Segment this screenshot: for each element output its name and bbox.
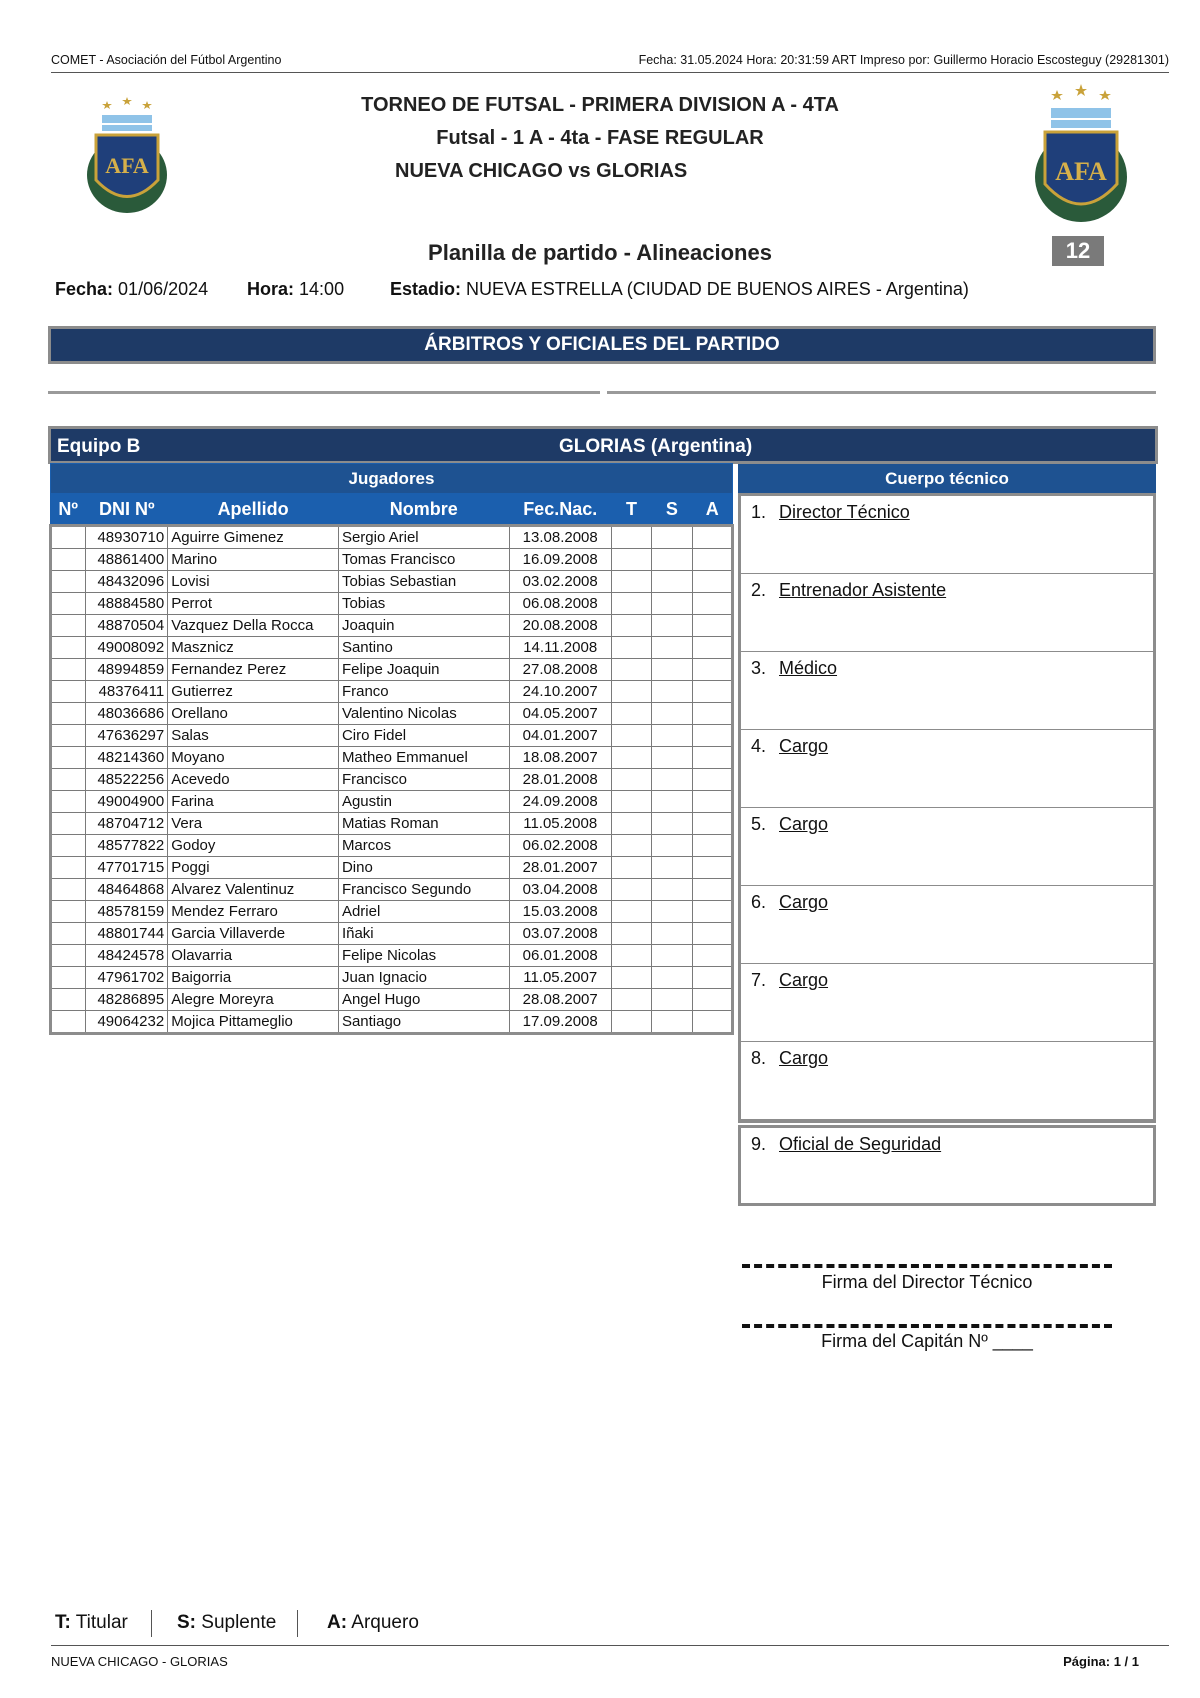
svg-text:AFA: AFA <box>1055 157 1107 186</box>
cell-t <box>611 989 651 1011</box>
cell-dni: 48424578 <box>86 945 168 967</box>
cell-dni: 48704712 <box>86 813 168 835</box>
security-num: 9. <box>751 1134 767 1154</box>
cell-a <box>692 1011 732 1034</box>
staff-item <box>741 574 1153 652</box>
players-group-header: Jugadores <box>51 464 733 494</box>
staff-item <box>741 964 1153 1042</box>
cell-num <box>51 989 86 1011</box>
tournament-title: TORNEO DE FUTSAL - PRIMERA DIVISION A - 4TA <box>361 94 839 116</box>
cell-num <box>51 857 86 879</box>
staff-item-role: Cargo <box>779 970 829 990</box>
cell-fecnac: 24.10.2007 <box>509 681 611 703</box>
cell-num <box>51 549 86 571</box>
cell-dni: 48376411 <box>86 681 168 703</box>
staff-item-role: Cargo <box>779 1048 829 1068</box>
cell-num <box>51 923 86 945</box>
cell-a <box>692 769 732 791</box>
cell-t <box>611 879 651 901</box>
cell-fecnac: 18.08.2007 <box>509 747 611 769</box>
table-row <box>51 571 733 593</box>
cell-nombre: Francisco Segundo <box>338 879 509 901</box>
players-body <box>51 526 733 1034</box>
cell-a <box>692 659 732 681</box>
cell-num <box>51 615 86 637</box>
table-row <box>51 879 733 901</box>
cell-fecnac: 17.09.2008 <box>509 1011 611 1034</box>
cell-a <box>692 747 732 769</box>
cell-a <box>692 681 732 703</box>
players-table <box>49 463 734 1035</box>
cell-nombre: Felipe Joaquin <box>338 659 509 681</box>
cell-nombre: Ciro Fidel <box>338 725 509 747</box>
table-row <box>51 769 733 791</box>
cell-s <box>652 791 692 813</box>
table-row <box>51 637 733 659</box>
staff-item <box>741 1042 1153 1120</box>
cell-fecnac: 14.11.2008 <box>509 637 611 659</box>
cell-nombre: Tomas Francisco <box>338 549 509 571</box>
cell-t <box>611 615 651 637</box>
cell-t <box>611 923 651 945</box>
cell-dni: 47961702 <box>86 967 168 989</box>
col-s: S <box>652 494 692 526</box>
cell-nombre: Adriel <box>338 901 509 923</box>
table-row <box>51 791 733 813</box>
cell-fecnac: 13.08.2008 <box>509 526 611 549</box>
org-name: COMET - Asociación del Fútbol Argentino <box>51 53 282 67</box>
cell-a <box>692 923 732 945</box>
cell-s <box>652 813 692 835</box>
match-date: Fecha: 01/06/2024 <box>55 279 209 299</box>
cell-s <box>652 637 692 659</box>
table-row <box>51 681 733 703</box>
cell-dni: 48884580 <box>86 593 168 615</box>
cell-a <box>692 791 732 813</box>
col-a: A <box>692 494 732 526</box>
cell-t <box>611 1011 651 1034</box>
cell-fecnac: 04.01.2007 <box>509 725 611 747</box>
cell-apellido: Moyano <box>168 747 339 769</box>
cell-nombre: Angel Hugo <box>338 989 509 1011</box>
divider-left <box>48 391 600 394</box>
cell-dni: 48036686 <box>86 703 168 725</box>
cell-num <box>51 791 86 813</box>
cell-s <box>652 1011 692 1034</box>
table-row <box>51 835 733 857</box>
cell-nombre: Matheo Emmanuel <box>338 747 509 769</box>
print-info: Fecha: 31.05.2024 Hora: 20:31:59 ART Impreso por: Guillermo Horacio Escosteguy (29281301) <box>638 53 1169 67</box>
cell-dni: 47701715 <box>86 857 168 879</box>
cell-fecnac: 06.02.2008 <box>509 835 611 857</box>
table-row <box>51 526 733 549</box>
staff-item <box>741 730 1153 808</box>
cell-fecnac: 20.08.2008 <box>509 615 611 637</box>
director-signature-label: Firma del Director Técnico <box>821 1272 1033 1292</box>
cell-num <box>51 879 86 901</box>
cell-dni: 48286895 <box>86 989 168 1011</box>
cell-dni: 49064232 <box>86 1011 168 1034</box>
staff-item-num: 6. <box>751 892 767 912</box>
staff-item-role: Cargo <box>779 892 829 912</box>
cell-t <box>611 703 651 725</box>
cell-a <box>692 549 732 571</box>
cell-t <box>611 769 651 791</box>
staff-item-num: 8. <box>751 1048 767 1068</box>
cell-apellido: Masznicz <box>168 637 339 659</box>
cell-apellido: Lovisi <box>168 571 339 593</box>
cell-nombre: Matias Roman <box>338 813 509 835</box>
staff-item-role: Cargo <box>779 736 829 756</box>
cell-t <box>611 526 651 549</box>
cell-nombre: Juan Ignacio <box>338 967 509 989</box>
cell-a <box>692 637 732 659</box>
svg-text:AFA: AFA <box>105 153 149 178</box>
cell-apellido: Orellano <box>168 703 339 725</box>
cell-s <box>652 593 692 615</box>
table-row <box>51 703 733 725</box>
cell-apellido: Poggi <box>168 857 339 879</box>
cell-apellido: Godoy <box>168 835 339 857</box>
cell-nombre: Tobias <box>338 593 509 615</box>
cell-apellido: Alvarez Valentinuz <box>168 879 339 901</box>
cell-dni: 48801744 <box>86 923 168 945</box>
cell-num <box>51 1011 86 1034</box>
cell-dni: 48464868 <box>86 879 168 901</box>
cell-t <box>611 725 651 747</box>
cell-fecnac: 11.05.2007 <box>509 967 611 989</box>
cell-num <box>51 681 86 703</box>
cell-dni: 48994859 <box>86 659 168 681</box>
cell-t <box>611 813 651 835</box>
cell-s <box>652 857 692 879</box>
staff-header: Cuerpo técnico <box>738 464 1156 493</box>
cell-num <box>51 769 86 791</box>
legend-titular: T: Titular <box>55 1612 128 1633</box>
cell-fecnac: 16.09.2008 <box>509 549 611 571</box>
cell-apellido: Salas <box>168 725 339 747</box>
cell-nombre: Joaquin <box>338 615 509 637</box>
cell-t <box>611 835 651 857</box>
captain-signature-line <box>742 1322 1112 1328</box>
director-signature-line <box>742 1262 1112 1268</box>
cell-s <box>652 989 692 1011</box>
cell-dni: 48578159 <box>86 901 168 923</box>
cell-a <box>692 967 732 989</box>
cell-a <box>692 593 732 615</box>
legend-arquero: A: Arquero <box>327 1612 419 1633</box>
table-row <box>51 593 733 615</box>
cell-a <box>692 571 732 593</box>
competition-title: Futsal - 1 A - 4ta - FASE REGULAR <box>436 127 764 149</box>
table-row <box>51 967 733 989</box>
cell-s <box>652 549 692 571</box>
cell-nombre: Franco <box>338 681 509 703</box>
cell-apellido: Vera <box>168 813 339 835</box>
cell-fecnac: 28.01.2008 <box>509 769 611 791</box>
staff-item-role: Médico <box>779 658 838 678</box>
cell-num <box>51 659 86 681</box>
cell-s <box>652 879 692 901</box>
cell-apellido: Alegre Moreyra <box>168 989 339 1011</box>
legend-suplente: S: Suplente <box>177 1612 277 1633</box>
cell-t <box>611 593 651 615</box>
cell-s <box>652 835 692 857</box>
table-row <box>51 901 733 923</box>
cell-apellido: Farina <box>168 791 339 813</box>
cell-s <box>652 923 692 945</box>
cell-t <box>611 791 651 813</box>
sheet-subtitle: Planilla de partido - Alineaciones <box>428 240 772 265</box>
table-row <box>51 659 733 681</box>
footer-page: Página: 1 / 1 <box>1063 1654 1139 1669</box>
col-apellido: Apellido <box>168 494 339 526</box>
cell-apellido: Olavarria <box>168 945 339 967</box>
cell-a <box>692 945 732 967</box>
cell-num <box>51 967 86 989</box>
cell-s <box>652 945 692 967</box>
cell-fecnac: 06.08.2008 <box>509 593 611 615</box>
staff-item-num: 4. <box>751 736 767 756</box>
cell-apellido: Vazquez Della Rocca <box>168 615 339 637</box>
cell-num <box>51 945 86 967</box>
cell-num <box>51 813 86 835</box>
table-row <box>51 725 733 747</box>
staff-item-role: Entrenador Asistente <box>779 580 947 600</box>
cell-t <box>611 747 651 769</box>
cell-dni: 48930710 <box>86 526 168 549</box>
print-header <box>51 50 1169 73</box>
cell-fecnac: 04.05.2007 <box>509 703 611 725</box>
cell-s <box>652 526 692 549</box>
cell-t <box>611 659 651 681</box>
col-dni: DNI Nº <box>86 494 168 526</box>
cell-a <box>692 879 732 901</box>
cell-dni: 48214360 <box>86 747 168 769</box>
cell-a <box>692 813 732 835</box>
cell-apellido: Baigorria <box>168 967 339 989</box>
match-number-badge: 12 <box>1052 236 1104 266</box>
cell-num <box>51 747 86 769</box>
table-row <box>51 813 733 835</box>
cell-apellido: Garcia Villaverde <box>168 923 339 945</box>
cell-fecnac: 28.08.2007 <box>509 989 611 1011</box>
cell-nombre: Sergio Ariel <box>338 526 509 549</box>
staff-item-num: 7. <box>751 970 767 990</box>
staff-item-num: 1. <box>751 502 767 522</box>
col-nombre: Nombre <box>338 494 509 526</box>
cell-nombre: Valentino Nicolas <box>338 703 509 725</box>
table-row <box>51 989 733 1011</box>
legend-separator <box>297 1610 298 1637</box>
cell-dni: 47636297 <box>86 725 168 747</box>
cell-s <box>652 901 692 923</box>
cell-s <box>652 681 692 703</box>
cell-nombre: Dino <box>338 857 509 879</box>
table-row <box>51 615 733 637</box>
divider-right <box>607 391 1156 394</box>
cell-a <box>692 857 732 879</box>
cell-fecnac: 06.01.2008 <box>509 945 611 967</box>
cell-fecnac: 28.01.2007 <box>509 857 611 879</box>
cell-dni: 48861400 <box>86 549 168 571</box>
cell-t <box>611 967 651 989</box>
team-label: Equipo B <box>57 436 141 457</box>
cell-apellido: Gutierrez <box>168 681 339 703</box>
cell-t <box>611 549 651 571</box>
footer-match: NUEVA CHICAGO - GLORIAS <box>51 1654 228 1669</box>
cell-a <box>692 989 732 1011</box>
staff-security <box>738 1125 1156 1206</box>
cell-nombre: Santiago <box>338 1011 509 1034</box>
cell-fecnac: 27.08.2008 <box>509 659 611 681</box>
cell-dni: 48522256 <box>86 769 168 791</box>
staff-item-num: 3. <box>751 658 767 678</box>
cell-t <box>611 681 651 703</box>
cell-nombre: Tobias Sebastian <box>338 571 509 593</box>
cell-a <box>692 901 732 923</box>
cell-s <box>652 703 692 725</box>
cell-t <box>611 945 651 967</box>
cell-s <box>652 659 692 681</box>
cell-nombre: Iñaki <box>338 923 509 945</box>
cell-dni: 49004900 <box>86 791 168 813</box>
table-row <box>51 747 733 769</box>
cell-t <box>611 901 651 923</box>
cell-nombre: Agustin <box>338 791 509 813</box>
cell-s <box>652 747 692 769</box>
cell-num <box>51 703 86 725</box>
cell-fecnac: 15.03.2008 <box>509 901 611 923</box>
cell-t <box>611 857 651 879</box>
cell-fecnac: 03.07.2008 <box>509 923 611 945</box>
cell-nombre: Marcos <box>338 835 509 857</box>
cell-fecnac: 03.02.2008 <box>509 571 611 593</box>
team-name: GLORIAS (Argentina) <box>559 436 753 457</box>
cell-apellido: Acevedo <box>168 769 339 791</box>
cell-a <box>692 526 732 549</box>
table-row <box>51 857 733 879</box>
cell-nombre: Felipe Nicolas <box>338 945 509 967</box>
cell-apellido: Perrot <box>168 593 339 615</box>
cell-num <box>51 593 86 615</box>
cell-apellido: Mendez Ferraro <box>168 901 339 923</box>
col-t: T <box>611 494 651 526</box>
match-time: Hora: 14:00 <box>247 279 345 299</box>
match-title: NUEVA CHICAGO vs GLORIAS <box>395 160 688 182</box>
cell-fecnac: 03.04.2008 <box>509 879 611 901</box>
cell-num <box>51 725 86 747</box>
page-footer <box>51 1645 1169 1669</box>
staff-item-role: Cargo <box>779 814 829 834</box>
cell-a <box>692 615 732 637</box>
cell-s <box>652 967 692 989</box>
cell-apellido: Fernandez Perez <box>168 659 339 681</box>
cell-apellido: Mojica Pittameglio <box>168 1011 339 1034</box>
cell-num <box>51 637 86 659</box>
table-row <box>51 945 733 967</box>
table-row <box>51 923 733 945</box>
table-row <box>51 1011 733 1034</box>
staff-item-num: 2. <box>751 580 767 600</box>
cell-dni: 48577822 <box>86 835 168 857</box>
cell-nombre: Francisco <box>338 769 509 791</box>
cell-s <box>652 571 692 593</box>
security-role: Oficial de Seguridad <box>779 1134 942 1154</box>
officials-bar: ÁRBITROS Y OFICIALES DEL PARTIDO <box>48 326 1156 364</box>
cell-t <box>611 637 651 659</box>
staff-item <box>741 652 1153 730</box>
cell-num <box>51 526 86 549</box>
col-num: Nº <box>51 494 86 526</box>
cell-s <box>652 725 692 747</box>
cell-apellido: Marino <box>168 549 339 571</box>
cell-dni: 49008092 <box>86 637 168 659</box>
cell-fecnac: 24.09.2008 <box>509 791 611 813</box>
staff-item <box>741 886 1153 964</box>
cell-t <box>611 571 651 593</box>
match-stadium: Estadio: NUEVA ESTRELLA (CIUDAD DE BUENOS AIRES - Argentina) <box>390 279 969 299</box>
cell-num <box>51 571 86 593</box>
cell-a <box>692 725 732 747</box>
cell-a <box>692 703 732 725</box>
staff-item-num: 5. <box>751 814 767 834</box>
cell-s <box>652 769 692 791</box>
staff-item-role: Director Técnico <box>779 502 910 522</box>
staff-item <box>741 496 1153 574</box>
cell-s <box>652 615 692 637</box>
cell-dni: 48870504 <box>86 615 168 637</box>
cell-a <box>692 835 732 857</box>
cell-dni: 48432096 <box>86 571 168 593</box>
team-header <box>48 426 1158 464</box>
staff-item <box>741 808 1153 886</box>
cell-apellido: Aguirre Gimenez <box>168 526 339 549</box>
staff-list <box>738 493 1156 1123</box>
col-fecnac: Fec.Nac. <box>509 494 611 526</box>
table-row <box>51 549 733 571</box>
legend-separator <box>151 1610 152 1637</box>
captain-signature-label: Firma del Capitán Nº ____ <box>821 1331 1033 1351</box>
cell-fecnac: 11.05.2008 <box>509 813 611 835</box>
cell-nombre: Santino <box>338 637 509 659</box>
cell-num <box>51 835 86 857</box>
cell-num <box>51 901 86 923</box>
